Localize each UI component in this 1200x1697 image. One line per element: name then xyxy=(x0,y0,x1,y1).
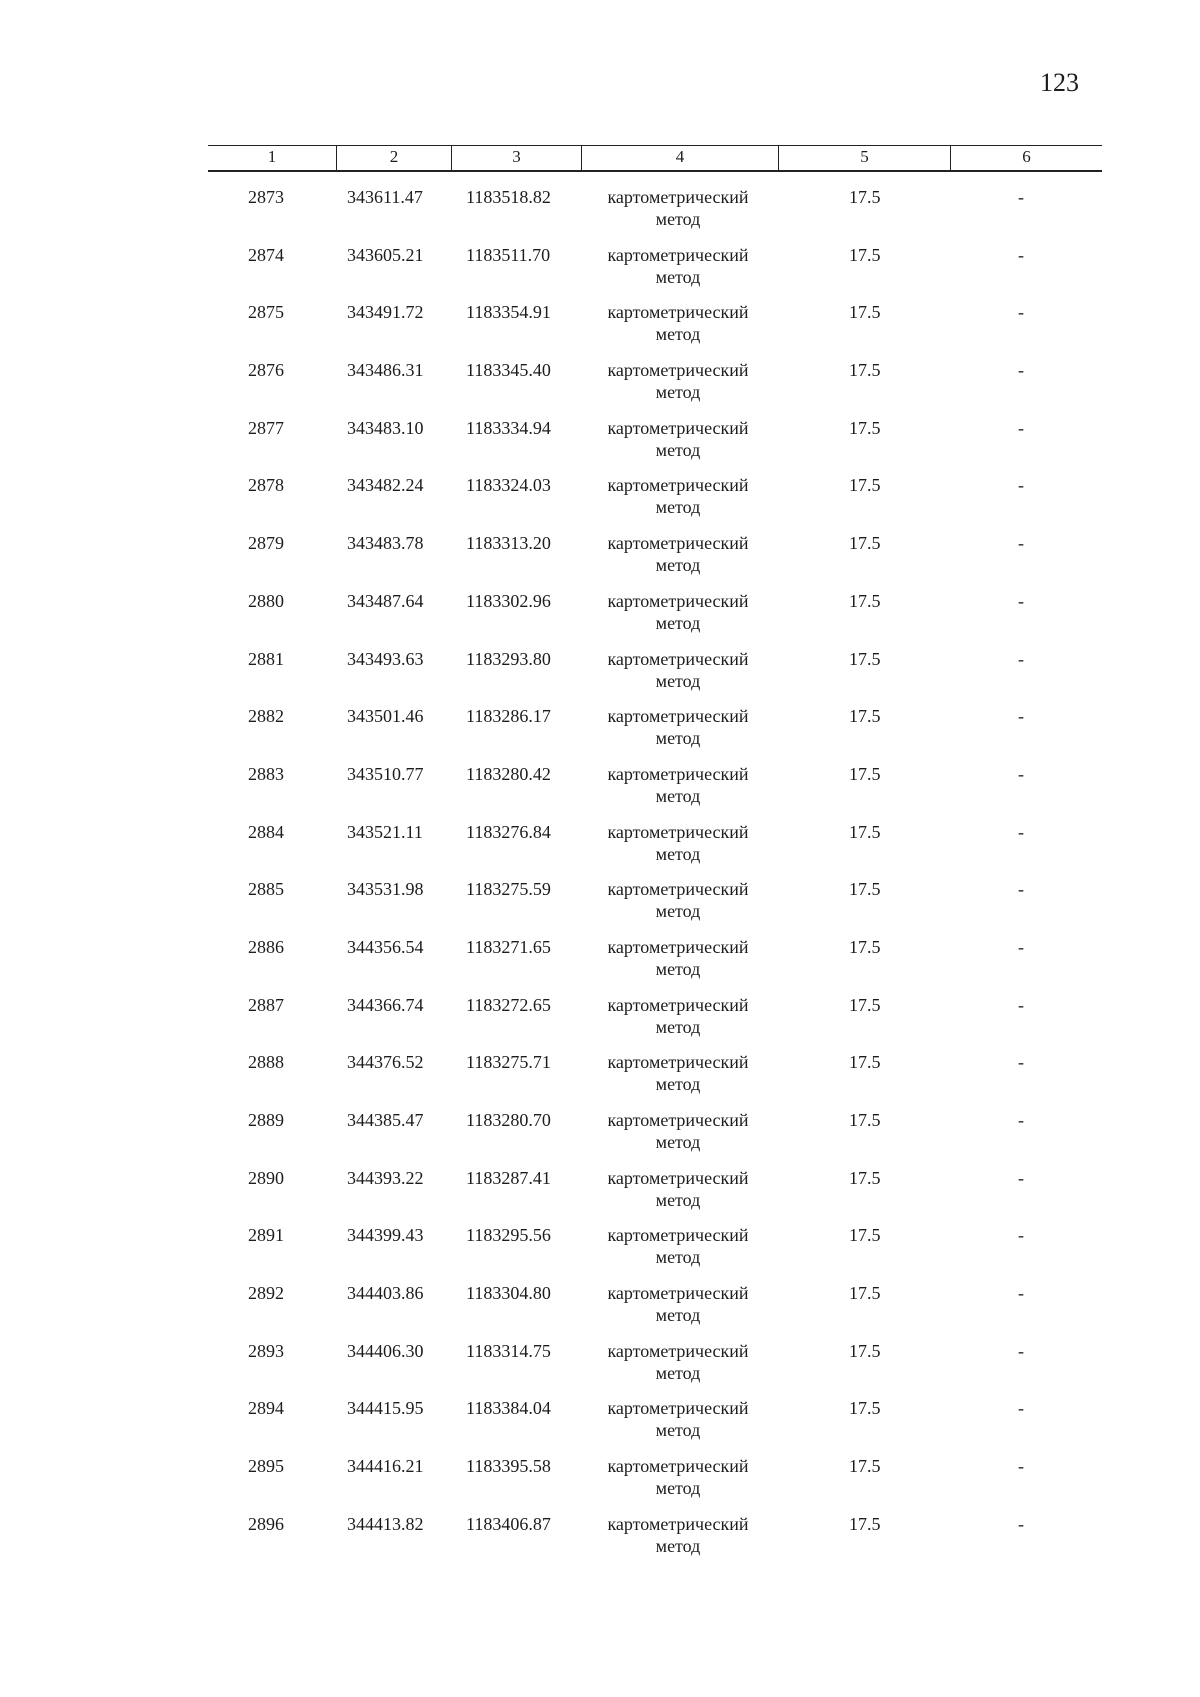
accuracy: 17.5 xyxy=(849,1052,881,1073)
note: - xyxy=(1018,706,1024,727)
point-number: 2882 xyxy=(248,706,284,727)
note: - xyxy=(1018,1340,1024,1361)
coordinate-x: 343483.78 xyxy=(347,533,424,554)
point-number: 2891 xyxy=(248,1225,284,1246)
point-number: 2887 xyxy=(248,994,284,1015)
page-number: 123 xyxy=(1040,68,1079,97)
method: картометрический метод xyxy=(607,417,749,460)
header-col-1: 1 xyxy=(267,147,277,166)
accuracy: 17.5 xyxy=(849,879,881,900)
method: картометрический метод xyxy=(607,1456,749,1499)
header-col-4: 4 xyxy=(581,146,778,170)
point-number: 2885 xyxy=(248,879,284,900)
coordinate-x: 344399.43 xyxy=(347,1225,424,1246)
coordinate-x: 343486.31 xyxy=(347,360,424,381)
method: картометрический метод xyxy=(607,994,749,1037)
method: картометрический метод xyxy=(607,302,749,345)
point-number: 2880 xyxy=(248,590,284,611)
note: - xyxy=(1018,475,1024,496)
accuracy: 17.5 xyxy=(849,821,881,842)
accuracy: 17.5 xyxy=(849,1283,881,1304)
point-number: 2890 xyxy=(248,1167,284,1188)
method: картометрический метод xyxy=(607,706,749,749)
method: картометрический метод xyxy=(607,533,749,576)
point-number: 2888 xyxy=(248,1052,284,1073)
method: картометрический метод xyxy=(607,1283,749,1326)
coordinate-y: 1183518.82 xyxy=(466,187,551,207)
note: - xyxy=(1018,1456,1024,1477)
table-row xyxy=(0,186,1200,244)
method: картометрический метод xyxy=(607,590,749,633)
header-col-5: 5 xyxy=(778,146,950,170)
table-row xyxy=(0,1051,1200,1109)
coordinate-x: 343493.63 xyxy=(347,648,424,669)
header-col-2: 2 xyxy=(336,146,451,170)
table-row xyxy=(0,301,1200,359)
method: картометрический метод xyxy=(607,475,749,518)
note: - xyxy=(1018,302,1024,323)
accuracy: 17.5 xyxy=(849,1167,881,1188)
table-row xyxy=(0,1109,1200,1167)
table-row xyxy=(0,1513,1200,1571)
table-row xyxy=(0,1455,1200,1513)
coordinate-y: 1183287.41 xyxy=(466,1167,551,1188)
coordinate-x: 343491.72 xyxy=(347,302,424,323)
note: - xyxy=(1018,244,1024,265)
coordinate-x: 344385.47 xyxy=(347,1110,424,1130)
header-col-6: 6 xyxy=(950,146,1102,170)
point-number: 2878 xyxy=(248,475,284,496)
note: - xyxy=(1018,936,1024,957)
coordinate-y: 1183272.65 xyxy=(466,994,551,1015)
coordinate-x: 343605.21 xyxy=(347,244,424,265)
coordinate-y: 1183280.42 xyxy=(466,763,551,784)
point-number: 2879 xyxy=(248,533,284,554)
coordinate-x: 344393.22 xyxy=(347,1167,424,1188)
coordinate-x: 344406.30 xyxy=(347,1340,424,1361)
coordinate-x: 343487.64 xyxy=(347,590,424,611)
note: - xyxy=(1018,1225,1024,1246)
method: картометрический метод xyxy=(607,187,749,229)
method: картометрический метод xyxy=(607,879,749,922)
coordinate-y: 1183304.80 xyxy=(466,1283,551,1304)
table-row xyxy=(0,1224,1200,1282)
accuracy: 17.5 xyxy=(849,994,881,1015)
coordinate-x: 343531.98 xyxy=(347,879,424,900)
point-number: 2895 xyxy=(248,1456,284,1477)
accuracy: 17.5 xyxy=(849,244,881,265)
point-number: 2884 xyxy=(248,821,284,842)
point-number: 2883 xyxy=(248,763,284,784)
note: - xyxy=(1018,1167,1024,1188)
coordinate-y: 1183271.65 xyxy=(466,936,551,957)
table-row xyxy=(0,417,1200,475)
coordinate-x: 344415.95 xyxy=(347,1398,424,1419)
coordinate-y: 1183406.87 xyxy=(466,1513,551,1534)
coordinate-x: 344416.21 xyxy=(347,1456,424,1477)
table-row xyxy=(0,244,1200,302)
point-number: 2886 xyxy=(248,936,284,957)
table-row xyxy=(0,590,1200,648)
accuracy: 17.5 xyxy=(849,1110,881,1130)
accuracy: 17.5 xyxy=(849,475,881,496)
point-number: 2892 xyxy=(248,1283,284,1304)
table-row xyxy=(0,821,1200,879)
accuracy: 17.5 xyxy=(849,1340,881,1361)
table-body xyxy=(0,186,1200,1571)
accuracy: 17.5 xyxy=(849,1513,881,1534)
method: картометрический метод xyxy=(607,763,749,806)
coordinate-y: 1183511.70 xyxy=(466,244,551,265)
coordinate-y: 1183295.56 xyxy=(466,1225,551,1246)
coordinate-x: 343483.10 xyxy=(347,417,424,438)
coordinate-y: 1183395.58 xyxy=(466,1456,551,1477)
note: - xyxy=(1018,1052,1024,1073)
table-row xyxy=(0,1282,1200,1340)
accuracy: 17.5 xyxy=(849,1225,881,1246)
point-number: 2881 xyxy=(248,648,284,669)
accuracy: 17.5 xyxy=(849,187,881,207)
method: картометрический метод xyxy=(607,360,749,403)
table-row xyxy=(0,1397,1200,1455)
table-row xyxy=(0,994,1200,1052)
table-row xyxy=(0,878,1200,936)
method: картометрический метод xyxy=(607,936,749,979)
note: - xyxy=(1018,763,1024,784)
coordinate-x: 343482.24 xyxy=(347,475,424,496)
table-row xyxy=(0,359,1200,417)
accuracy: 17.5 xyxy=(849,533,881,554)
coordinate-x: 343521.11 xyxy=(347,821,423,842)
coordinate-x: 344413.82 xyxy=(347,1513,424,1534)
coordinate-y: 1183314.75 xyxy=(466,1340,551,1361)
table-row xyxy=(0,532,1200,590)
coordinate-y: 1183313.20 xyxy=(466,533,551,554)
note: - xyxy=(1018,1398,1024,1419)
note: - xyxy=(1018,879,1024,900)
coordinate-x: 344356.54 xyxy=(347,936,424,957)
point-number: 2876 xyxy=(248,360,284,381)
coordinate-y: 1183275.59 xyxy=(466,879,551,900)
note: - xyxy=(1018,1513,1024,1534)
coordinate-y: 1183302.96 xyxy=(466,590,551,611)
coordinate-y: 1183324.03 xyxy=(466,475,551,496)
coordinate-x: 344376.52 xyxy=(347,1052,424,1073)
coordinate-y: 1183293.80 xyxy=(466,648,551,669)
coordinate-x: 344366.74 xyxy=(347,994,424,1015)
accuracy: 17.5 xyxy=(849,648,881,669)
coordinate-y: 1183384.04 xyxy=(466,1398,551,1419)
table-row xyxy=(0,648,1200,706)
method: картометрический метод xyxy=(607,1052,749,1095)
note: - xyxy=(1018,994,1024,1015)
note: - xyxy=(1018,590,1024,611)
accuracy: 17.5 xyxy=(849,360,881,381)
coordinate-y: 1183354.91 xyxy=(466,302,551,323)
accuracy: 17.5 xyxy=(849,302,881,323)
accuracy: 17.5 xyxy=(849,1456,881,1477)
point-number: 2889 xyxy=(248,1110,284,1130)
accuracy: 17.5 xyxy=(849,763,881,784)
point-number: 2877 xyxy=(248,417,284,438)
note: - xyxy=(1018,648,1024,669)
point-number: 2874 xyxy=(248,244,284,265)
coordinate-x: 343501.46 xyxy=(347,706,424,727)
method: картометрический метод xyxy=(607,1398,749,1441)
table-row xyxy=(0,936,1200,994)
coordinate-x: 343510.77 xyxy=(347,763,424,784)
accuracy: 17.5 xyxy=(849,706,881,727)
table-row xyxy=(0,1167,1200,1225)
method: картометрический метод xyxy=(607,1513,749,1556)
accuracy: 17.5 xyxy=(849,590,881,611)
method: картометрический метод xyxy=(607,1340,749,1383)
point-number: 2873 xyxy=(248,187,284,207)
note: - xyxy=(1018,533,1024,554)
method: картометрический метод xyxy=(607,1225,749,1268)
coordinate-y: 1183275.71 xyxy=(466,1052,551,1073)
table-row xyxy=(0,763,1200,821)
method: картометрический метод xyxy=(607,1167,749,1210)
note: - xyxy=(1018,187,1024,207)
table-row xyxy=(0,1340,1200,1398)
note: - xyxy=(1018,821,1024,842)
coordinate-y: 1183286.17 xyxy=(466,706,551,727)
coordinate-y: 1183276.84 xyxy=(466,821,551,842)
method: картометрический метод xyxy=(607,244,749,287)
accuracy: 17.5 xyxy=(849,936,881,957)
accuracy: 17.5 xyxy=(849,417,881,438)
coordinate-x: 344403.86 xyxy=(347,1283,424,1304)
point-number: 2894 xyxy=(248,1398,284,1419)
note: - xyxy=(1018,360,1024,381)
method: картометрический метод xyxy=(607,1110,749,1152)
note: - xyxy=(1018,1283,1024,1304)
coordinate-y: 1183280.70 xyxy=(466,1110,551,1130)
method: картометрический метод xyxy=(607,821,749,864)
note: - xyxy=(1018,1110,1024,1130)
table-header xyxy=(208,145,1102,172)
table-row xyxy=(0,705,1200,763)
header-col-3: 3 xyxy=(451,146,581,170)
coordinate-y: 1183345.40 xyxy=(466,360,551,381)
coordinate-x: 343611.47 xyxy=(347,187,423,207)
coordinate-y: 1183334.94 xyxy=(466,417,551,438)
method: картометрический метод xyxy=(607,648,749,691)
point-number: 2875 xyxy=(248,302,284,323)
accuracy: 17.5 xyxy=(849,1398,881,1419)
point-number: 2896 xyxy=(248,1513,284,1534)
table-row xyxy=(0,474,1200,532)
point-number: 2893 xyxy=(248,1340,284,1361)
note: - xyxy=(1018,417,1024,438)
